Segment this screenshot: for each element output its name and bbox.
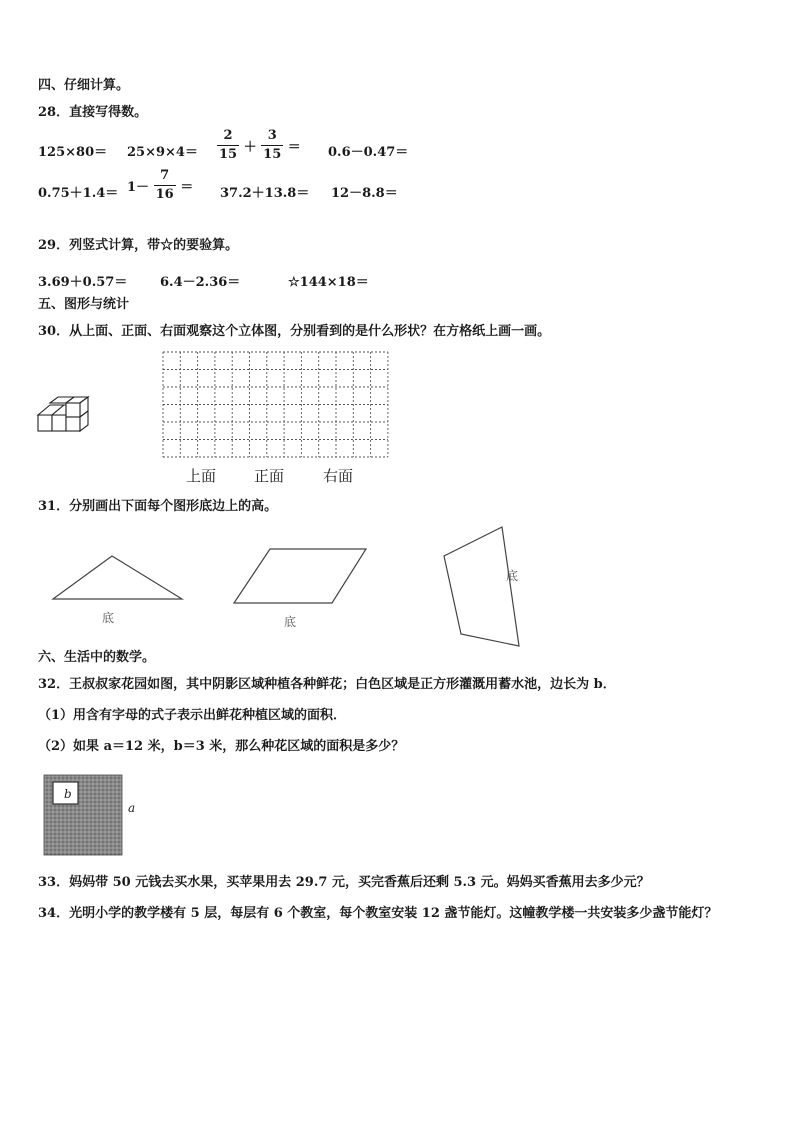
question-32-label: 32．王叔叔家花园如图，其中阴影区域种植各种鲜花；白色区域是正方形灌溉用蓄水池，边长为 b． xyxy=(38,677,616,692)
base-label: 底 xyxy=(102,611,115,625)
view-label-top: 上面 xyxy=(186,467,217,485)
question-32-part-1: （1）用含有字母的式子表示出鲜花种植区域的面积． xyxy=(38,708,347,723)
fraction: $\frac{3}{15}$ xyxy=(263,128,282,162)
triangle-figure xyxy=(50,553,186,603)
pool-side-label: b xyxy=(64,787,72,801)
base-label: 底 xyxy=(284,615,297,629)
garden-side-label: a xyxy=(128,801,136,815)
cube-solid-figure xyxy=(36,393,90,435)
fraction: $\frac{7}{16}$ xyxy=(155,168,174,202)
question-34-text: 34．光明小学的教学楼有 5 层，每层有 6 个教室，每个教室安装 12 盏节能灯。这幢教学楼一共安装多少盏节能灯？ xyxy=(38,906,718,921)
fraction-expression: 1－ $\frac{7}{16}$ ＝ xyxy=(127,168,194,202)
question-29-label: 29．列竖式计算，带☆的要验算。 xyxy=(38,238,239,253)
question-32-part-2: （2）如果 a＝12 米，b＝3 米，那么种花区域的面积是多少？ xyxy=(38,739,405,754)
expression: 37.2＋13.8＝ xyxy=(220,186,310,201)
question-30-label: 30．从上面、正面、右面观察这个立体图，分别看到的是什么形状？在方格纸上画一画。 xyxy=(38,324,551,339)
view-label-right: 右面 xyxy=(323,467,354,485)
expression: 12－8.8＝ xyxy=(331,186,398,201)
garden-figure xyxy=(42,773,142,859)
expression: 25×9×4＝ xyxy=(127,145,198,160)
expression: 6.4－2.36＝ xyxy=(160,275,241,290)
drawing-grid[interactable] xyxy=(162,351,390,459)
expression: ☆144×18＝ xyxy=(288,275,369,290)
expression: 3.69＋0.57＝ xyxy=(38,275,128,290)
question-28-label: 28．直接写得数。 xyxy=(38,105,148,120)
section-title: 四、仔细计算。 xyxy=(38,78,130,93)
parallelogram-figure xyxy=(230,546,370,606)
expression: 0.75＋1.4＝ xyxy=(38,186,119,201)
trapezoid-figure xyxy=(440,524,524,648)
view-label-front: 正面 xyxy=(254,467,285,485)
section-title: 六、生活中的数学。 xyxy=(38,650,156,665)
question-31-label: 31．分别画出下面每个图形底边上的高。 xyxy=(38,499,278,514)
base-label: 底 xyxy=(506,569,519,583)
section-title: 五、图形与统计 xyxy=(38,297,130,312)
question-33-text: 33．妈妈带 50 元钱去买水果，买苹果用去 29.7 元，买完香蕉后还剩 5.3 元。妈妈买香蕉用去多少元？ xyxy=(38,875,650,890)
expression: 0.6－0.47＝ xyxy=(328,145,409,160)
expression: 125×80＝ xyxy=(38,145,108,160)
fraction-expression: $\frac{2}{15}$ ＋ $\frac{3}{15}$ ＝ xyxy=(219,128,301,162)
fraction: $\frac{2}{15}$ xyxy=(219,128,238,162)
